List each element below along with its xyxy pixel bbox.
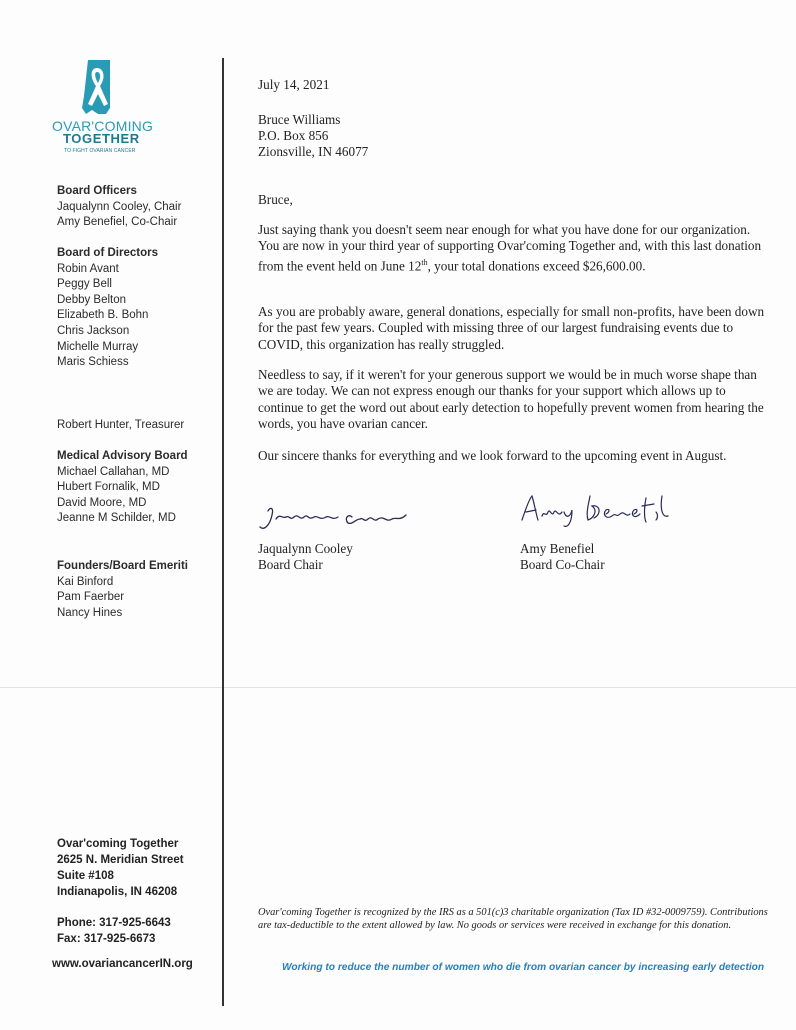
signature-co-chair <box>516 488 676 532</box>
list-item: Michelle Murray <box>57 340 139 353</box>
paragraph-1-text-end: , your total donations exceed $26,600.00. <box>427 257 646 273</box>
logo-title: OVAR'COMING <box>52 118 154 134</box>
board-officers-section <box>57 184 181 231</box>
greeting: Bruce, <box>258 192 293 207</box>
list-item: Jeanne M Schilder, MD <box>57 512 176 525</box>
treasurer: Robert Hunter, Treasurer <box>57 419 185 431</box>
board-of-directors-section <box>57 246 158 371</box>
treasurer-line <box>57 418 184 434</box>
recipient-city: Zionsville, IN 46077 <box>258 144 369 159</box>
paragraph-1-text: Just saying thank you doesn't seem near enough for what you have done for our organization. You are now in your third year of supporting Ovar'coming Together and, with this last donation from the event held on June 12 <box>258 222 762 273</box>
board-of-directors-heading: Board of Directors <box>57 247 158 259</box>
org-suite: Suite #108 <box>57 870 114 882</box>
paragraph-2: As you are probably aware, general donations, especially for small non-profits, have been down for the past few years. Coupled with missing three of our largest fundraising events due to COVID, this organization has really struggled. <box>258 304 765 352</box>
list-item: Maris Schiess <box>57 356 129 369</box>
recipient-name: Bruce Williams <box>258 112 341 127</box>
recipient-po-box: P.O. Box 856 <box>258 128 329 143</box>
recipient-address <box>258 112 368 160</box>
logo-subtitle: TOGETHER <box>63 131 140 146</box>
paragraph-4: Our sincere thanks for everything and we look forward to the upcoming event in August. <box>258 448 727 463</box>
signer-name: Jaqualynn Cooley <box>258 541 353 556</box>
board-officers-heading: Board Officers <box>57 185 137 197</box>
org-street: 2625 N. Meridian Street <box>57 854 184 866</box>
founders-heading: Founders/Board Emeriti <box>57 560 188 572</box>
list-item: Pam Faerber <box>57 591 125 604</box>
signer-chair <box>258 541 353 574</box>
medical-advisory-board-section <box>57 449 188 527</box>
letter-date: July 14, 2021 <box>258 77 330 92</box>
list-item: Jaqualynn Cooley, Chair <box>57 200 182 213</box>
list-item: Hubert Fornalik, MD <box>57 481 160 494</box>
org-address <box>57 836 184 900</box>
list-item: David Moore, MD <box>57 496 147 509</box>
signer-title: Board Co-Chair <box>520 557 605 573</box>
list-item: Chris Jackson <box>57 324 130 337</box>
list-item: Elizabeth B. Bohn <box>57 309 149 322</box>
tax-disclaimer: Ovar'coming Together is recognized by the IRS as a 501(c)3 charitable organization (Tax ID #32-0009759). Contributions are tax-deductible to the extent allowed by law. No goods or services were received in exchange for this donation. <box>258 907 768 931</box>
list-item: Kai Binford <box>57 575 114 588</box>
signer-name: Amy Benefiel <box>520 541 595 556</box>
signer-title: Board Chair <box>258 557 323 573</box>
org-website: www.ovariancancerIN.org <box>52 958 193 970</box>
signer-co-chair <box>520 541 605 574</box>
list-item: Peggy Bell <box>57 278 112 291</box>
mission-tagline: Working to reduce the number of women who die from ovarian cancer by increasing early detection <box>282 962 765 973</box>
ordinal-suffix: th <box>421 257 428 267</box>
org-fax: Fax: 317-925-6673 <box>57 933 156 945</box>
sidebar-divider <box>222 58 224 1006</box>
list-item: Nancy Hines <box>57 606 123 619</box>
org-name: Ovar'coming Together <box>57 838 179 850</box>
founders-section <box>57 559 188 621</box>
org-city: Indianapolis, IN 46208 <box>57 886 178 898</box>
org-contact <box>57 915 171 947</box>
paragraph-1 <box>258 222 768 274</box>
logo-tagline: TO FIGHT OVARIAN CANCER <box>64 148 136 154</box>
fold-line <box>0 687 796 688</box>
signature-chair <box>256 497 416 537</box>
org-phone: Phone: 317-925-6643 <box>57 917 171 929</box>
paragraph-3: Needless to say, if it weren't for your generous support we would be in much worse shape than we are today. We can not express enough our thanks for your support which allows up to continue to get the word out about early detection to hopefully prevent women from hearing the words, you have ovarian cancer. <box>258 367 764 431</box>
list-item: Robin Avant <box>57 262 119 275</box>
list-item: Debby Belton <box>57 293 127 306</box>
list-item: Amy Benefiel, Co-Chair <box>57 216 178 229</box>
medical-advisory-board-heading: Medical Advisory Board <box>57 450 188 462</box>
list-item: Michael Callahan, MD <box>57 465 170 478</box>
